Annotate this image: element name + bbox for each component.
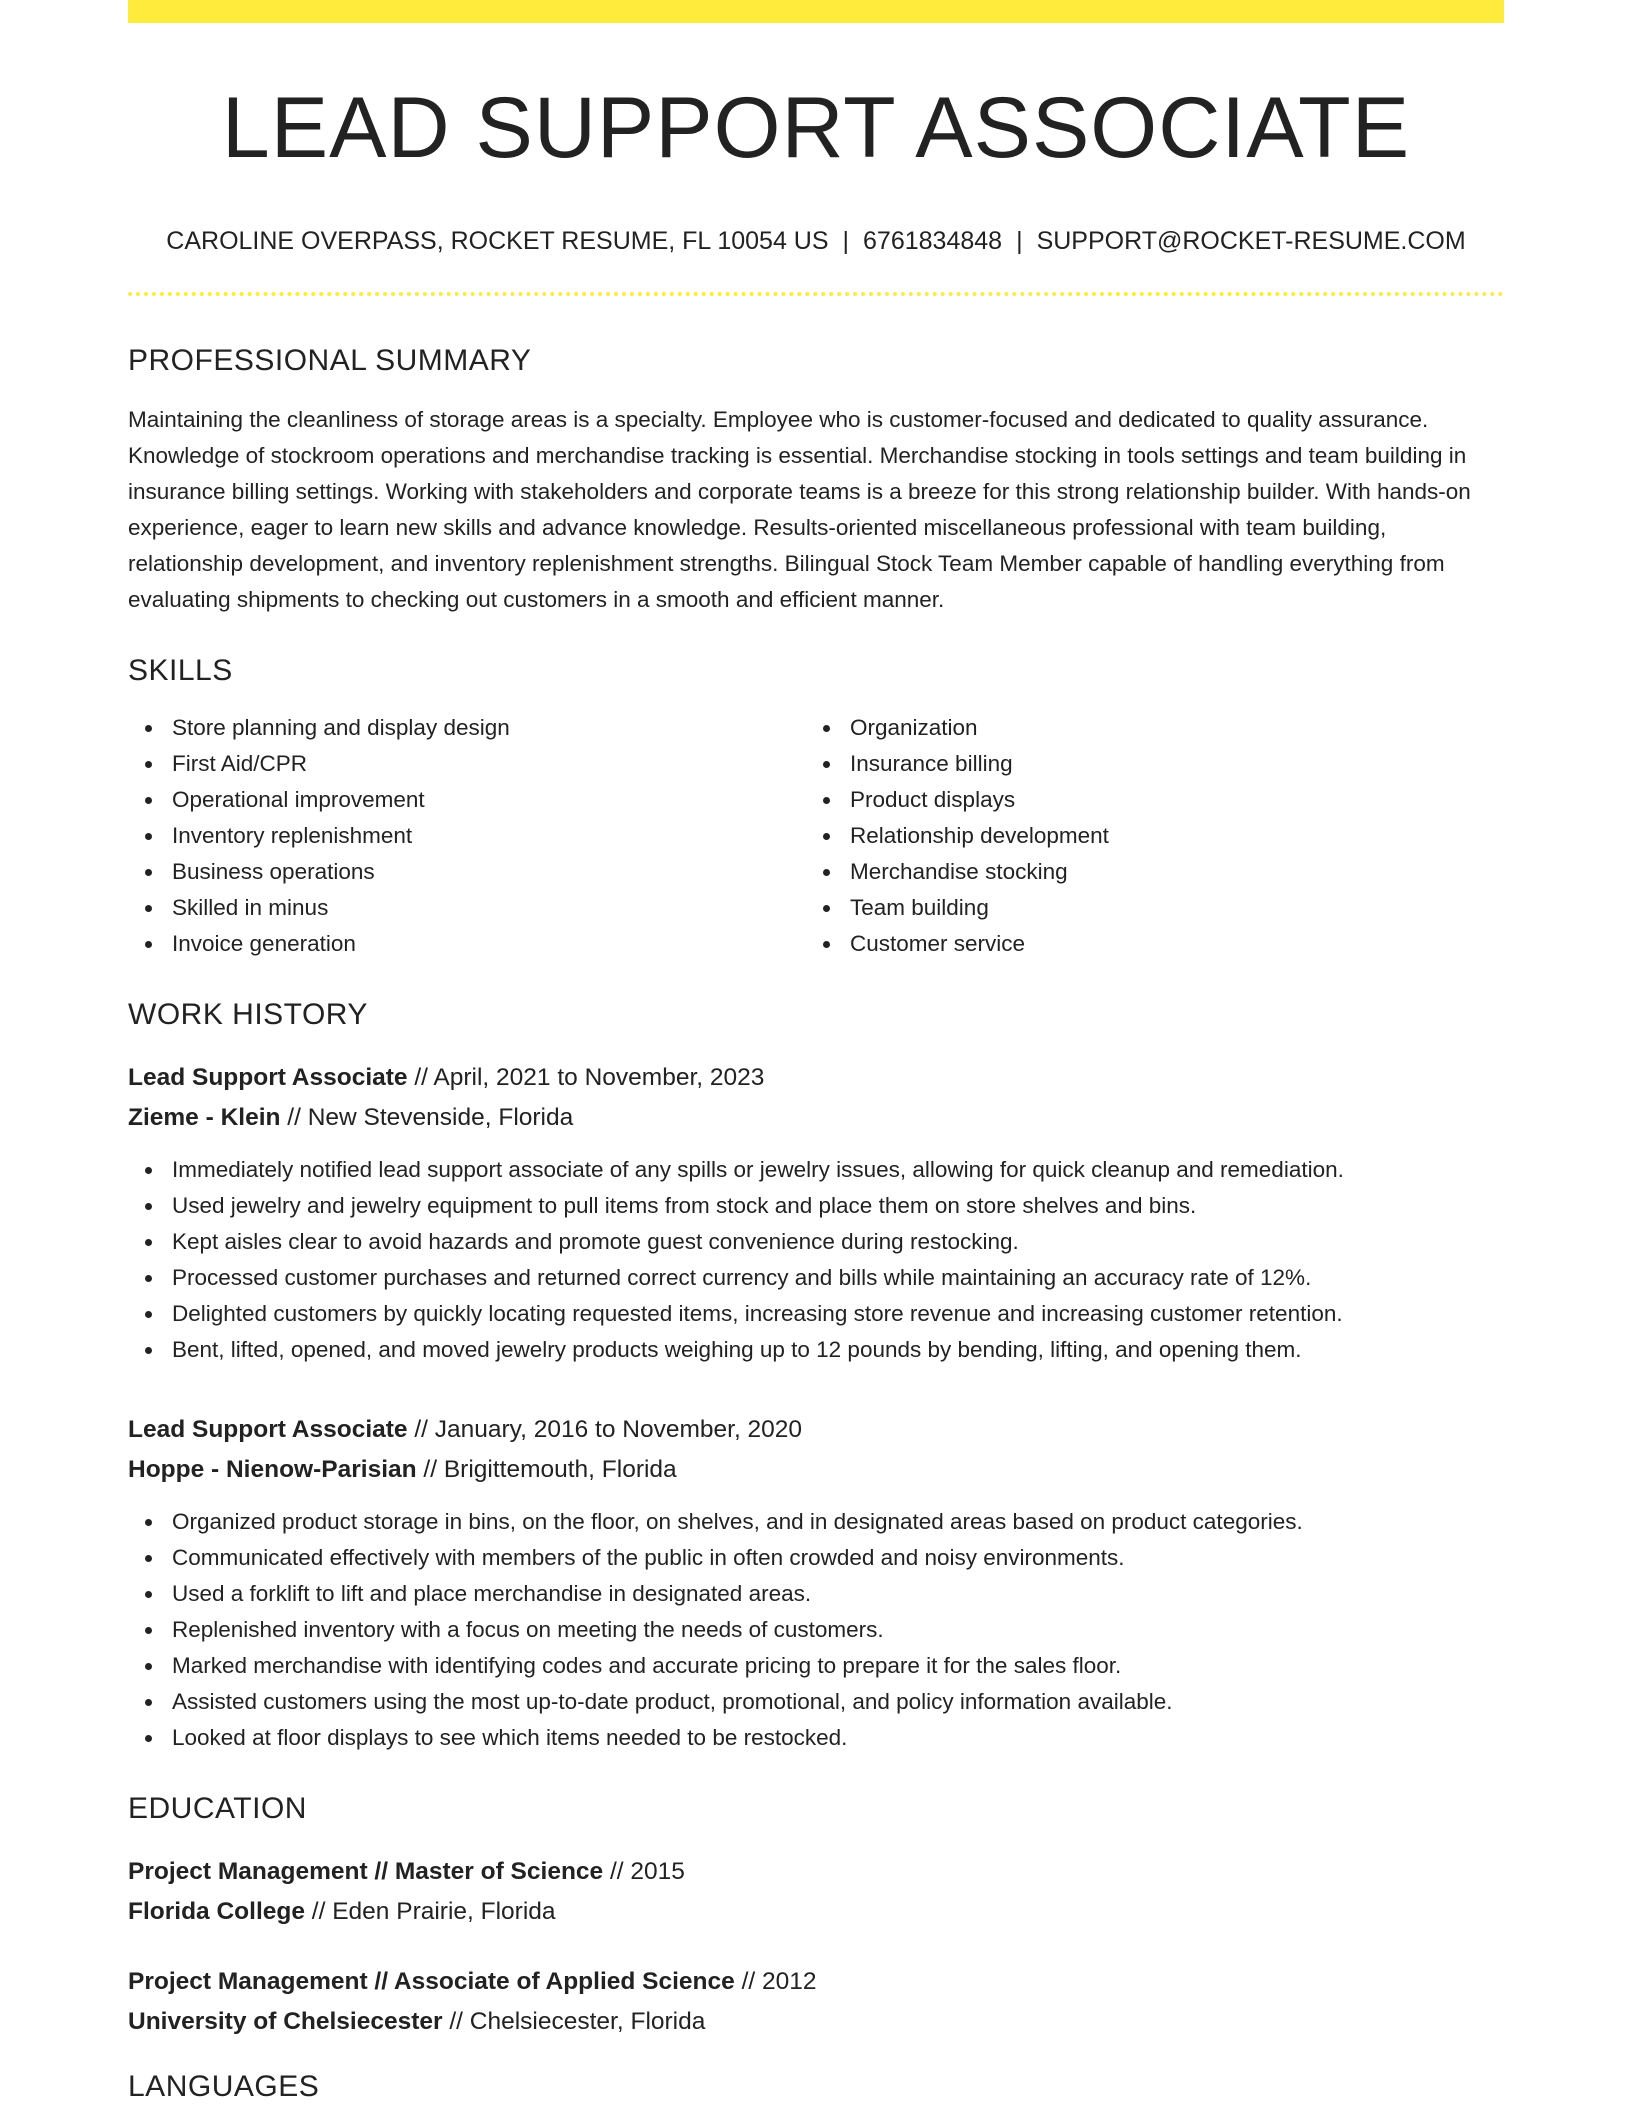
- job-bullet: Replenished inventory with a focus on meeting the needs of customers.: [128, 1612, 1504, 1648]
- job-role: Lead Support Associate: [128, 1416, 408, 1443]
- job-dates: // January, 2016 to November, 2020: [407, 1416, 803, 1443]
- skill-item: Inventory replenishment: [128, 818, 806, 854]
- job-dates: // April, 2021 to November, 2023: [407, 1064, 765, 1091]
- job-title-line: [128, 1410, 1504, 1450]
- education-location: // Chelsiecester, Florida: [442, 2008, 706, 2035]
- skills-column-left: [128, 710, 806, 962]
- job-bullet: Immediately notified lead support associate of any spills or jewelry issues, allowing for quick cleanup and remediation.: [128, 1152, 1504, 1188]
- job-bullet: Delighted customers by quickly locating requested items, increasing store revenue and increasing customer retention.: [128, 1296, 1504, 1332]
- education-entry: [128, 1962, 1504, 2042]
- job-bullet: Kept aisles clear to avoid hazards and promote guest convenience during restocking.: [128, 1224, 1504, 1260]
- resume-title: LEAD SUPPORT ASSOCIATE: [221, 80, 1411, 176]
- contact-separator: |: [842, 227, 850, 255]
- skills-list: [128, 710, 1504, 962]
- skill-item: Operational improvement: [128, 782, 806, 818]
- contact-address: CAROLINE OVERPASS, ROCKET RESUME, FL 10054 US: [166, 227, 829, 255]
- skill-item: Product displays: [806, 782, 1484, 818]
- job-bullet: Bent, lifted, opened, and moved jewelry products weighing up to 12 pounds by bending, lifting, and opening them.: [128, 1332, 1504, 1368]
- job-bullet: Communicated effectively with members of the public in often crowded and noisy environments.: [128, 1540, 1504, 1576]
- education-year: // 2012: [734, 1968, 817, 1995]
- job-bullet: Looked at floor displays to see which items needed to be restocked.: [128, 1720, 1504, 1756]
- skills-heading: SKILLS: [128, 654, 233, 687]
- education-degree: Project Management // Master of Science: [128, 1858, 604, 1885]
- languages-heading: LANGUAGES: [128, 2070, 320, 2103]
- summary-text: Maintaining the cleanliness of storage areas is a specialty. Employee who is customer-focused and dedicated to quality assurance. Knowledge of stockroom operations and merchandise tracking is essential. Merchandise stocking in tools settings and team building in insurance billing settings. Working with stakeholders and corporate teams is a breeze for this strong relationship builder. With hands-on experience, eager to learn new skills and advance knowledge. Results-oriented miscellaneous professional with team building, relationship development, and inventory replenishment strengths. Bilingual Stock Team Member capable of handling everything from evaluating shipments to checking out customers in a smooth and efficient manner.: [128, 407, 1471, 612]
- accent-bar: [128, 0, 1504, 23]
- job-bullet: Processed customer purchases and returned correct currency and bills while maintaining an accuracy rate of 12%.: [128, 1260, 1504, 1296]
- job-bullet: Marked merchandise with identifying codes and accurate pricing to prepare it for the sales floor.: [128, 1648, 1504, 1684]
- skill-item: Team building: [806, 890, 1484, 926]
- education-school-line: [128, 2002, 1504, 2042]
- job-location: // Brigittemouth, Florida: [416, 1456, 677, 1483]
- skill-item: Organization: [806, 710, 1484, 746]
- job-title-line: [128, 1058, 1504, 1098]
- contact-email: SUPPORT@ROCKET-RESUME.COM: [1036, 227, 1466, 255]
- job-bullets: [128, 1152, 1504, 1368]
- job-company-line: [128, 1098, 1504, 1138]
- education-heading: EDUCATION: [128, 1792, 307, 1825]
- skill-item: Merchandise stocking: [806, 854, 1484, 890]
- job-company: Hoppe - Nienow-Parisian: [128, 1456, 417, 1483]
- skill-item: First Aid/CPR: [128, 746, 806, 782]
- job-bullet: Assisted customers using the most up-to-date product, promotional, and policy information available.: [128, 1684, 1504, 1720]
- job-company: Zieme - Klein: [128, 1104, 281, 1131]
- summary-heading: PROFESSIONAL SUMMARY: [128, 344, 532, 377]
- job-bullet: Organized product storage in bins, on the floor, on shelves, and in designated areas based on product categories.: [128, 1504, 1504, 1540]
- resume-page: [128, 0, 1504, 2102]
- education-school: University of Chelsiecester: [128, 2008, 443, 2035]
- job-bullets: [128, 1504, 1504, 1756]
- skill-item: Store planning and display design: [128, 710, 806, 746]
- education-school: Florida College: [128, 1898, 305, 1925]
- job-entry: [128, 1410, 1504, 1756]
- education-degree-line: [128, 1852, 1504, 1892]
- skill-item: Customer service: [806, 926, 1484, 962]
- education-entry: [128, 1852, 1504, 1932]
- job-bullet: Used jewelry and jewelry equipment to pull items from stock and place them on store shelves and bins.: [128, 1188, 1504, 1224]
- skill-item: Relationship development: [806, 818, 1484, 854]
- skill-item: Invoice generation: [128, 926, 806, 962]
- contact-separator: |: [1016, 227, 1023, 255]
- skills-column-right: [806, 710, 1484, 962]
- header-divider: [128, 292, 1504, 296]
- education-degree: Project Management // Associate of Applied Science: [128, 1968, 735, 1995]
- work-history-heading: WORK HISTORY: [128, 998, 368, 1031]
- education-school-line: [128, 1892, 1504, 1932]
- job-entry: [128, 1058, 1504, 1368]
- education-location: // Eden Prairie, Florida: [304, 1898, 556, 1925]
- skill-item: Insurance billing: [806, 746, 1484, 782]
- job-location: // New Stevenside, Florida: [280, 1104, 574, 1131]
- education-degree-line: [128, 1962, 1504, 2002]
- contact-line: [128, 229, 1504, 254]
- education-year: // 2015: [603, 1858, 685, 1885]
- skill-item: Business operations: [128, 854, 806, 890]
- job-company-line: [128, 1450, 1504, 1490]
- skill-item: Skilled in minus: [128, 890, 806, 926]
- job-bullet: Used a forklift to lift and place merchandise in designated areas.: [128, 1576, 1504, 1612]
- job-role: Lead Support Associate: [128, 1064, 408, 1091]
- contact-phone: 6761834848: [863, 227, 1003, 255]
